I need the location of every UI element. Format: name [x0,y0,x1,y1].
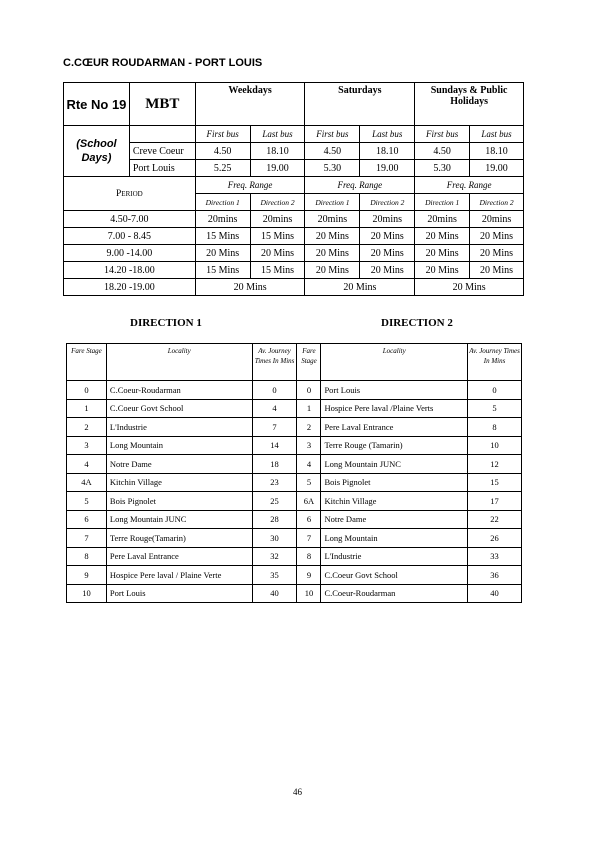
freq-cell: 20 Mins [195,245,250,262]
journey-time-cell: 14 [252,436,297,455]
fare-stage-cell: 3 [297,436,321,455]
freq-cell: 15 Mins [250,262,305,279]
terminal-name: Port Louis [129,160,195,177]
fare-stage-cell: 6A [297,492,321,511]
fare-stage-cell: 2 [67,418,107,437]
freq-cell: 20 Mins [360,262,415,279]
table-row [67,381,522,400]
locality-header: Locality [321,344,468,381]
locality-cell: Port Louis [106,584,252,603]
direction-label: Direction 2 [360,194,415,211]
last-bus-label: Last bus [360,126,415,143]
locality-cell: C.Coeur Govt School [106,399,252,418]
fare-stage-cell: 3 [67,436,107,455]
freq-cell: 20 Mins [415,245,470,262]
journey-time-cell: 0 [252,381,297,400]
time-cell: 5.30 [305,160,360,177]
freq-cell: 20 Mins [360,228,415,245]
period-range: 9.00 -14.00 [64,245,196,262]
period-range: 18.20 -19.00 [64,279,196,296]
locality-cell: Pere Laval Entrance [106,547,252,566]
sundays-header: Sundays & Public Holidays [415,83,524,126]
freq-cell: 20 Mins [305,245,360,262]
locality-header: Locality [106,344,252,381]
operator-name: MBT [129,83,195,126]
fare-stage-header: Fare Stage [297,344,321,381]
locality-cell: L'Industrie [106,418,252,437]
journey-time-cell: 7 [252,418,297,437]
fare-stage-cell: 6 [297,510,321,529]
freq-range-header: Freq. Range [305,177,415,194]
journey-time-cell: 36 [468,566,522,585]
freq-cell: 20 Mins [305,228,360,245]
table-row [67,455,522,474]
locality-cell: Notre Dame [106,455,252,474]
fare-stage-cell: 9 [297,566,321,585]
page-number: 46 [293,787,302,797]
journey-time-cell: 15 [468,473,522,492]
time-cell: 4.50 [305,143,360,160]
freq-cell: 20mins [360,211,415,228]
direction-2-heading: DIRECTION 2 [381,317,453,329]
schedule-table [63,82,524,296]
table-row [67,510,522,529]
fare-stage-cell: 8 [297,547,321,566]
journey-time-cell: 40 [252,584,297,603]
journey-time-header: Av. Journey Times In Mins [252,344,297,381]
fare-stage-cell: 5 [297,473,321,492]
freq-cell: 20 Mins [415,279,524,296]
period-range: 7.00 - 8.45 [64,228,196,245]
fare-stage-cell: 4 [67,455,107,474]
journey-time-cell: 28 [252,510,297,529]
locality-cell: C.Coeur-Roudarman [106,381,252,400]
journey-time-cell: 25 [252,492,297,511]
first-bus-label: First bus [195,126,250,143]
time-cell: 4.50 [195,143,250,160]
freq-cell: 15 Mins [195,228,250,245]
direction-label: Direction 2 [250,194,305,211]
table-row [67,473,522,492]
saturdays-header: Saturdays [305,83,415,126]
journey-time-cell: 8 [468,418,522,437]
time-cell: 19.00 [250,160,305,177]
locality-cell: Notre Dame [321,510,468,529]
fare-stage-cell: 0 [297,381,321,400]
journey-time-cell: 18 [252,455,297,474]
fare-stages-table [66,343,522,603]
journey-time-cell: 12 [468,455,522,474]
freq-cell: 20mins [250,211,305,228]
table-row [67,547,522,566]
first-bus-label: First bus [415,126,470,143]
period-range: 4.50-7.00 [64,211,196,228]
fare-stage-cell: 10 [297,584,321,603]
locality-cell: Kitchin Village [321,492,468,511]
last-bus-label: Last bus [250,126,305,143]
fare-stage-cell: 7 [297,529,321,548]
fare-stage-cell: 4A [67,473,107,492]
journey-time-cell: 17 [468,492,522,511]
route-title: C.CŒUR ROUDARMAN - PORT LOUIS [63,57,263,69]
freq-cell: 20 Mins [470,228,524,245]
freq-cell: 15 Mins [250,228,305,245]
journey-time-cell: 30 [252,529,297,548]
direction-label: Direction 1 [195,194,250,211]
fare-stage-cell: 0 [67,381,107,400]
freq-cell: 20 Mins [250,245,305,262]
weekdays-header: Weekdays [195,83,305,126]
time-cell: 5.30 [415,160,470,177]
freq-cell: 20 Mins [470,262,524,279]
fare-stage-cell: 9 [67,566,107,585]
journey-time-cell: 40 [468,584,522,603]
locality-cell: Long Mountain [106,436,252,455]
table-row [67,566,522,585]
fare-stage-cell: 8 [67,547,107,566]
time-cell: 4.50 [415,143,470,160]
fare-stage-cell: 5 [67,492,107,511]
freq-cell: 20mins [470,211,524,228]
fare-stage-cell: 6 [67,510,107,529]
freq-cell: 15 Mins [195,262,250,279]
freq-cell: 20mins [305,211,360,228]
journey-time-cell: 33 [468,547,522,566]
locality-cell: Long Mountain JUNC [106,510,252,529]
freq-cell: 20 Mins [415,262,470,279]
journey-time-cell: 26 [468,529,522,548]
direction-label: Direction 2 [470,194,524,211]
school-days-note: (School Days) [64,126,130,177]
fare-stage-cell: 2 [297,418,321,437]
time-cell: 19.00 [360,160,415,177]
locality-cell: Long Mountain [321,529,468,548]
time-cell: 5.25 [195,160,250,177]
time-cell: 19.00 [470,160,524,177]
locality-cell: Terre Rouge (Tamarin) [321,436,468,455]
first-bus-label: First bus [305,126,360,143]
fare-stage-cell: 1 [67,399,107,418]
locality-cell: L'Industrie [321,547,468,566]
freq-cell: 20 Mins [415,228,470,245]
direction-label: Direction 1 [415,194,470,211]
locality-cell: Bois Pignolet [106,492,252,511]
table-row [67,492,522,511]
journey-time-cell: 4 [252,399,297,418]
journey-time-cell: 23 [252,473,297,492]
locality-cell: Hospice Pere laval / Plaine Verte [106,566,252,585]
table-row [67,418,522,437]
freq-range-header: Freq. Range [415,177,524,194]
freq-cell: 20 Mins [305,262,360,279]
freq-cell: 20mins [195,211,250,228]
locality-cell: Kitchin Village [106,473,252,492]
time-cell: 18.10 [360,143,415,160]
locality-cell: Hospice Pere laval /Plaine Verts [321,399,468,418]
fare-stage-cell: 10 [67,584,107,603]
locality-cell: C.Coeur-Roudarman [321,584,468,603]
time-cell: 18.10 [470,143,524,160]
freq-cell: 20mins [415,211,470,228]
locality-cell: Port Louis [321,381,468,400]
freq-range-header: Freq. Range [195,177,305,194]
locality-cell: C.Coeur Govt School [321,566,468,585]
terminal-name: Creve Coeur [129,143,195,160]
time-cell: 18.10 [250,143,305,160]
direction-1-heading: DIRECTION 1 [130,317,202,329]
fare-stage-cell: 7 [67,529,107,548]
freq-cell: 20 Mins [470,245,524,262]
locality-cell: Bois Pignolet [321,473,468,492]
journey-time-cell: 35 [252,566,297,585]
freq-cell: 20 Mins [195,279,305,296]
journey-time-cell: 32 [252,547,297,566]
journey-time-cell: 5 [468,399,522,418]
journey-time-cell: 22 [468,510,522,529]
freq-cell: 20 Mins [360,245,415,262]
last-bus-label: Last bus [470,126,524,143]
table-row [67,436,522,455]
route-number: Rte No 19 [64,83,130,126]
fare-stage-cell: 4 [297,455,321,474]
locality-cell: Terre Rouge(Tamarin) [106,529,252,548]
fare-stage-cell: 1 [297,399,321,418]
journey-time-cell: 0 [468,381,522,400]
locality-cell: Pere Laval Entrance [321,418,468,437]
locality-cell: Long Mountain JUNC [321,455,468,474]
table-row [67,399,522,418]
period-header: Period [64,177,196,211]
table-row [67,529,522,548]
period-range: 14.20 -18.00 [64,262,196,279]
freq-cell: 20 Mins [305,279,415,296]
journey-time-header: Av. Journey Times In Mins [468,344,522,381]
journey-time-cell: 10 [468,436,522,455]
table-row [67,584,522,603]
direction-label: Direction 1 [305,194,360,211]
fare-stage-header: Fare Stage [67,344,107,381]
